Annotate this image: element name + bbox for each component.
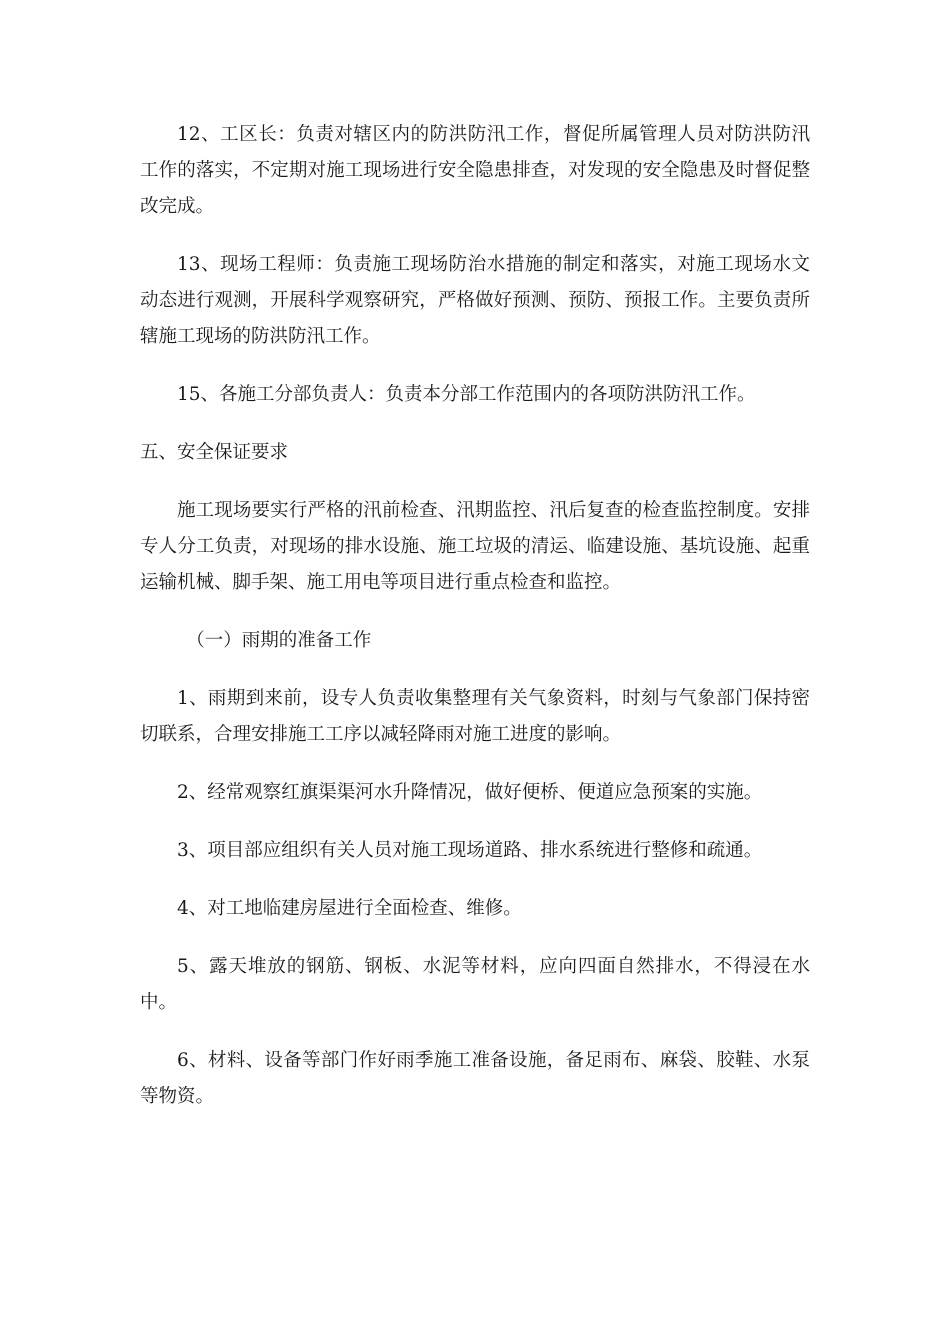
paragraph-section-15: 15、各施工分部负责人：负责本分部工作范围内的各项防洪防汛工作。 [177,384,756,405]
paragraph-section-13: 13、现场工程师：负责施工现场防治水措施的制定和落实，对施工现场水文动态进行观测，开展科学观察研究，严格做好预测、预防、预报工作。主要负责所辖施工现场的防洪防汛工作。 [140,254,810,347]
list-item-3: 3、项目部应组织有关人员对施工现场道路、排水系统进行整修和疏通。 [177,840,763,861]
list-item-2: 2、经常观察红旗渠渠河水升降情况，做好便桥、便道应急预案的实施。 [177,782,763,803]
paragraph-safety-requirements: 施工现场要实行严格的汛前检查、汛期监控、汛后复查的检查监控制度。安排专人分工负责，对现场的排水设施、施工垃圾的清运、临建设施、基坑设施、起重运输机械、脚手架、施工用电等项目进行重点检查和监控。 [140,500,810,593]
list-item-5: 5、露天堆放的钢筋、钢板、水泥等材料，应向四面自然排水，不得浸在水中。 [140,956,810,1013]
document-body [140,117,810,1115]
list-item-4: 4、对工地临建房屋进行全面检查、维修。 [177,898,522,919]
paragraph-section-12: 12、工区长：负责对辖区内的防洪防汛工作，督促所属管理人员对防洪防汛工作的落实，不定期对施工现场进行安全隐患排查，对发现的安全隐患及时督促整改完成。 [140,124,810,217]
section-heading-five: 五、安全保证要求 [140,442,289,463]
subheading-rainy-season-preparation: （一）雨期的准备工作 [186,630,372,651]
list-item-6: 6、材料、设备等部门作好雨季施工准备设施，备足雨布、麻袋、胶鞋、水泵等物资。 [140,1050,810,1107]
list-item-1: 1、雨期到来前，设专人负责收集整理有关气象资料，时刻与气象部门保持密切联系，合理安排施工工序以减轻降雨对施工进度的影响。 [140,688,810,745]
